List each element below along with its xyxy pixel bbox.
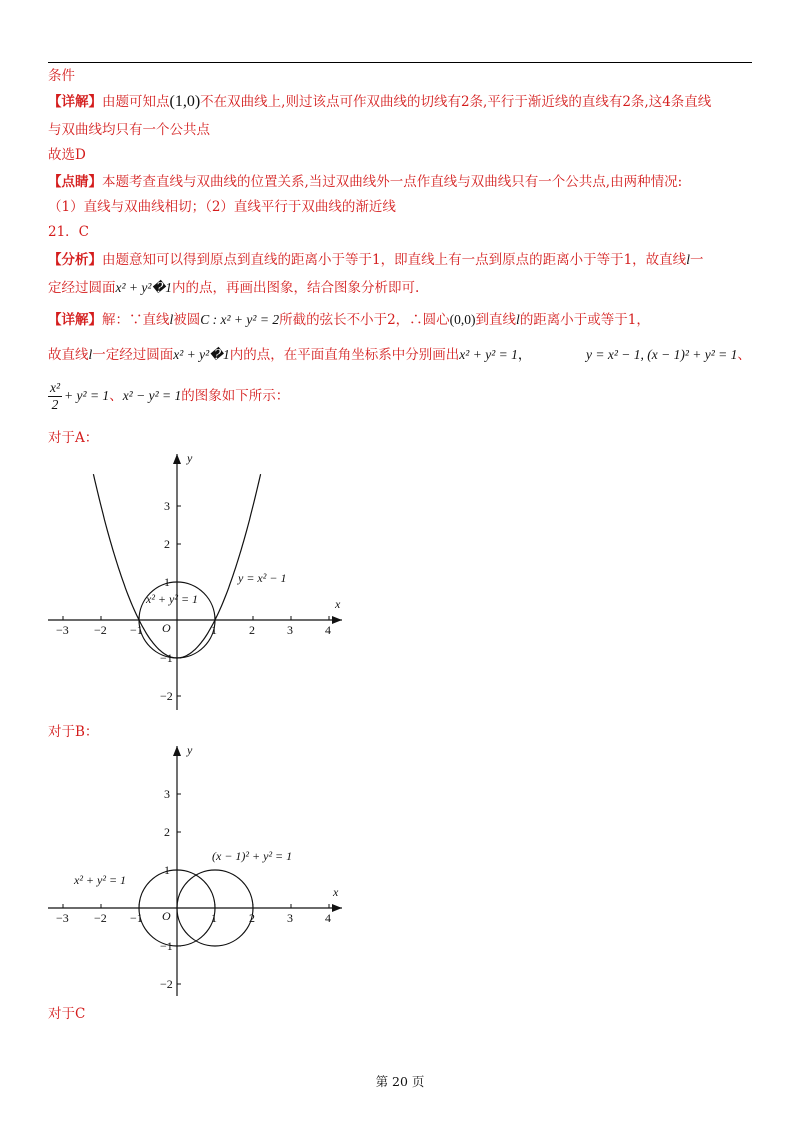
eq-circle: x² + y² = 1 [459, 347, 518, 362]
label-circle: x² + y² = 1 [146, 592, 199, 606]
analysis-text-c2: 内的点，再画出图象，结合图象分析即可. [172, 280, 420, 296]
y-tick: −2 [160, 689, 173, 703]
detail-text-a3: 所截的弦长不小于2，∴圆心 [279, 312, 450, 328]
label-circle1: x² + y² = 1 [74, 873, 127, 887]
q21-detail-line3 [48, 380, 289, 413]
page-number: 第 20 页 [375, 1074, 425, 1089]
for-a-label: 对于A： [48, 430, 99, 446]
x-tick: 1 [211, 911, 217, 925]
origin-label: O [162, 909, 171, 923]
label-circle2: (x − 1)² + y² = 1 [212, 849, 293, 863]
detail-text-b1: 故直线 [48, 347, 89, 363]
y-tick: 1 [164, 863, 170, 877]
y-label: y [187, 451, 193, 465]
detail-text-b2: 一定经过圆面 [92, 347, 174, 363]
center-expr: (0,0) [449, 312, 476, 327]
note-text-a: 本题考查直线与双曲线的位置关系,当过双曲线外一点作直线与双曲线只有一个公共点,由两种情况: [102, 174, 683, 190]
analysis-text-c1: 定经过圆面 [48, 280, 116, 296]
analysis-text-b: 一 [689, 252, 704, 268]
detail-text-a1: 解：∵直线 [102, 312, 170, 328]
x-tick: −2 [94, 911, 107, 925]
fraction [48, 380, 62, 413]
circle-c-expr: C : x² + y² = 2 [200, 312, 280, 327]
origin-label: O [162, 621, 171, 635]
q21-detail-line1 [48, 310, 650, 330]
x-tick: 2 [249, 623, 255, 637]
y-tick: 2 [164, 537, 170, 551]
y-axis-arrow [173, 454, 181, 464]
x-tick: 4 [325, 911, 331, 925]
x-axis-arrow [332, 616, 342, 624]
for-c-label: 对于C [48, 1006, 86, 1022]
x-tick: 2 [249, 911, 255, 925]
detail-text-b3: 内的点，在平面直角坐标系中分别画出 [229, 347, 460, 363]
q20-answer: 故选D [48, 147, 86, 163]
x-tick: −3 [56, 911, 69, 925]
line-l: l [686, 252, 690, 267]
eq-parabola-circle: y = x² − 1, (x − 1)² + y² = 1 [586, 347, 738, 362]
y-tick: −1 [160, 939, 173, 953]
q20-note-line1 [48, 172, 682, 192]
detail-text-a: 由题可知点 [102, 94, 170, 110]
point-expr: (1,0) [169, 93, 201, 110]
y-tick: −2 [160, 977, 173, 991]
x-label: x [333, 885, 339, 899]
y-label: y [187, 743, 193, 757]
detail-text-a2: 被圆 [173, 312, 201, 328]
frac-num: x² [50, 380, 61, 395]
analysis-tag: 【分析】 [48, 252, 102, 268]
analysis-text-a: 由题意知可以得到原点到直线的距离小于等于1，即直线上有一点到原点的距离小于等于1，故直线 [102, 252, 687, 268]
x-axis-arrow [332, 904, 342, 912]
line-l: l [169, 312, 174, 327]
x-tick: −1 [130, 911, 143, 925]
line-l: l [88, 347, 93, 362]
x-label: x [335, 597, 341, 611]
q21-detail-line2-eq [586, 345, 751, 365]
sep: 、 [109, 388, 123, 404]
x-tick: 3 [287, 911, 293, 925]
label-parabola: y = x² − 1 [238, 571, 287, 585]
graph-a [42, 448, 362, 718]
q21-analysis-line2 [48, 278, 419, 298]
y-tick: 2 [164, 825, 170, 839]
x-ticks [56, 616, 331, 637]
y-tick: 1 [164, 575, 170, 589]
detail-tag-21: 【详解】 [48, 312, 102, 328]
y-axis-arrow [173, 746, 181, 756]
detail-text-a5: 的距离小于或等于1， [519, 312, 650, 328]
y-ticks [160, 787, 181, 991]
header-rule [48, 62, 752, 63]
detail-text-b: 不在双曲线上,则过该点可作双曲线的切线有2条,平行于渐近线的直线有2条,这4条直线 [200, 94, 712, 110]
eq-ellipse: + y² = 1 [64, 388, 110, 403]
y-tick: 3 [164, 499, 170, 513]
detail-text-c-end: 的图象如下所示： [181, 388, 290, 404]
q20-detail-line2: 与双曲线均只有一个公共点 [48, 122, 210, 138]
x-ticks [56, 904, 331, 925]
sep: 、 [737, 347, 751, 363]
q21-title: 21．C [48, 224, 90, 240]
for-b-label: 对于B： [48, 724, 99, 740]
q21-detail-line2: 故直线l一定经过圆面x² + y²�1内的点，在平面直角坐标系中分别画出x² + y² = 1， [48, 347, 532, 363]
x-tick: 4 [325, 623, 331, 637]
detail-tag: 【详解】 [48, 94, 102, 110]
x-tick: −2 [94, 623, 107, 637]
disk-expr: x² + y²�1 [115, 280, 173, 295]
note-tag: 【点睛】 [48, 174, 102, 190]
y-tick: −1 [160, 651, 173, 665]
x-tick: 3 [287, 623, 293, 637]
graph-b [42, 742, 362, 998]
q20-detail-line1 [48, 92, 711, 112]
eq-hyperbola: x² − y² = 1 [122, 388, 182, 403]
continued-text: 条件 [48, 68, 75, 84]
line-l: l [516, 312, 520, 327]
q20-note-line2: （1）直线与双曲线相切；（2）直线平行于双曲线的渐近线 [48, 199, 396, 215]
x-tick: −1 [130, 623, 143, 637]
q21-analysis-line1 [48, 250, 703, 270]
x-tick: 1 [211, 623, 217, 637]
disk-expr: x² + y²�1 [173, 347, 230, 362]
frac-den: 2 [51, 397, 59, 412]
x-tick: −3 [56, 623, 69, 637]
detail-text-a4: 到直线 [475, 312, 517, 328]
y-tick: 3 [164, 787, 170, 801]
